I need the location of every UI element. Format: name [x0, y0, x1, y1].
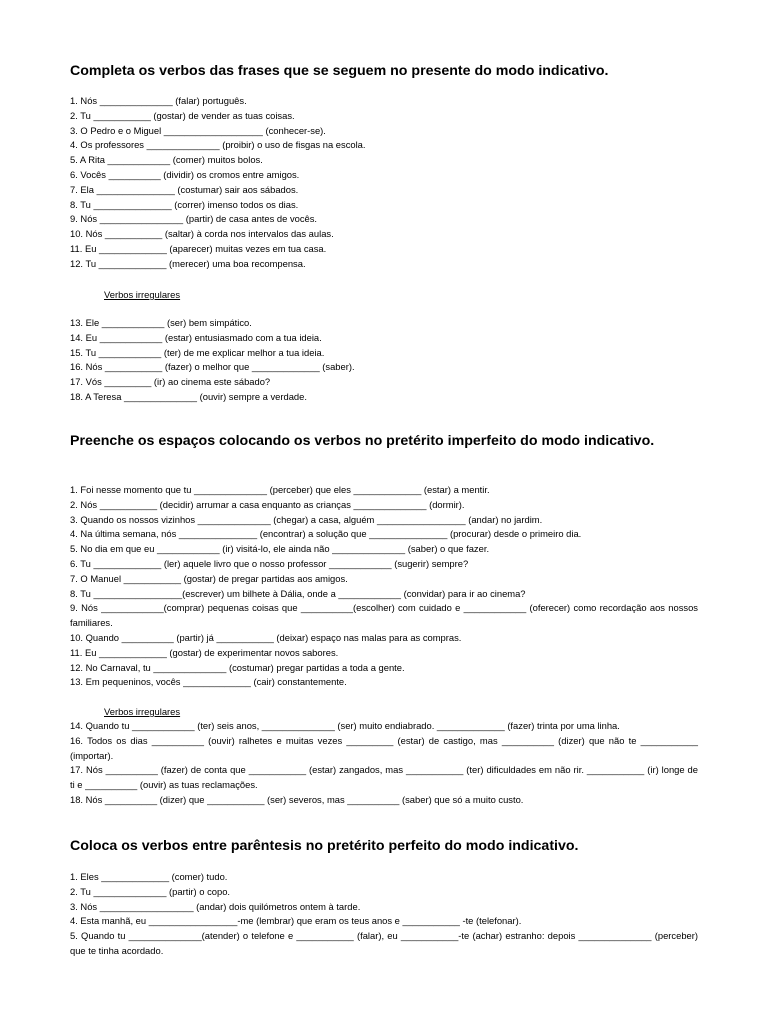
exercise-item: 12. Tu _____________ (merecer) uma boa recompensa. — [70, 257, 306, 269]
section1-irregular-list — [70, 316, 698, 405]
exercise-item: 3. O Pedro e o Miguel ___________________ (conhecer-se). — [70, 124, 326, 136]
section1-subheading: Verbos irregulares — [104, 289, 181, 300]
section1-list — [70, 94, 698, 272]
exercise-item: 7. Ela _______________ (costumar) sair aos sábados. — [70, 183, 299, 195]
exercise-item: 1. Eles _____________ (comer) tudo. — [70, 871, 228, 882]
exercise-item: 8. Tu _________________(escrever) um bilhete à Dália, onde a ____________ (convidar) para ir ao cinema? — [70, 587, 526, 599]
exercise-item: 6. Tu _____________ (ler) aquele livro que o nosso professor ____________ (sugerir) sempre? — [70, 557, 469, 569]
exercise-item: 18. Nós __________ (dizer) que ___________ (ser) severos, mas __________ (saber) que só a muito custo. — [70, 793, 524, 805]
exercise-item: 4. Os professores ______________ (proibir) o uso de fisgas na escola. — [70, 139, 366, 151]
exercise-item: 14. Eu ____________ (estar) entusiasmado com a tua ideia. — [70, 331, 322, 343]
section3-list — [70, 870, 698, 959]
exercise-item: 9. Nós ________________ (partir) de casa antes de vocês. — [70, 213, 318, 225]
exercise-item: 9. Nós ____________(comprar) pequenas coisas que __________(escolher) com cuidado e ____________ (oferecer) como recordação aos nossos familiares. — [70, 602, 698, 629]
exercise-item: 2. Tu ______________ (partir) o copo. — [70, 885, 231, 897]
section2-list — [70, 483, 698, 690]
exercise-item: 17. Vós _________ (ir) ao cinema este sábado? — [70, 376, 271, 388]
section2-heading: Preenche os espaços colocando os verbos no pretérito imperfeito do modo indicativo. — [70, 433, 655, 449]
section3-heading: Coloca os verbos entre parêntesis no pretérito perfeito do modo indicativo. — [70, 838, 579, 854]
exercise-item: 5. A Rita ____________ (comer) muitos bolos. — [70, 154, 263, 166]
section2-irregular-list — [70, 719, 698, 808]
exercise-item: 15. Tu ____________ (ter) de me explicar melhor a tua ideia. — [70, 346, 325, 358]
exercise-item: 7. O Manuel ___________ (gostar) de pregar partidas aos amigos. — [70, 572, 348, 584]
exercise-item: 4. Na última semana, nós _______________ (encontrar) a solução que _______________ (procurar) desde o primeiro dia. — [70, 528, 582, 540]
exercise-item: 2. Nós ___________ (decidir) arrumar a casa enquanto as crianças ______________ (dormir). — [70, 498, 465, 510]
exercise-item: 11. Eu _____________ (aparecer) muitas vezes em tua casa. — [70, 242, 327, 254]
exercise-item: 10. Nós ___________ (saltar) à corda nos intervalos das aulas. — [70, 228, 334, 240]
exercise-item: 17. Nós __________ (fazer) de conta que ___________ (estar) zangados, mas ___________ (ter) dificuldades em não rir. ___________ (ir) longe de ti e __________ (ouvir) as tuas reclamações. — [70, 764, 698, 791]
exercise-item: 8. Tu _______________ (correr) imenso todos os dias. — [70, 198, 299, 210]
exercise-item: 3. Quando os nossos vizinhos ______________ (chegar) a casa, alguém _________________ (andar) no jardim. — [70, 513, 543, 525]
exercise-item: 1. Nós ______________ (falar) português. — [70, 95, 247, 106]
section1-heading: Completa os verbos das frases que se seguem no presente do modo indicativo. — [70, 63, 609, 79]
exercise-item: 5. No dia em que eu ____________ (ir) visitá-lo, ele ainda não ______________ (saber) o que fazer. — [70, 543, 490, 555]
exercise-item: 5. Quando tu ______________(atender) o telefone e ___________ (falar), eu ___________-te (achar) estranho: depois ______________ (perceber) que te tinha acordado. — [70, 930, 698, 956]
exercise-item: 16. Todos os dias __________ (ouvir) ralhetes e muitas vezes _________ (estar) de castigo, mas __________ (dizer) que não te ___________ (importar). — [70, 734, 698, 761]
exercise-item: 1. Foi nesse momento que tu ______________ (perceber) que eles _____________ (estar) a mentir. — [70, 484, 490, 495]
exercise-item: 16. Nós ___________ (fazer) o melhor que _____________ (saber). — [70, 361, 355, 373]
exercise-item: 13. Em pequeninos, vocês _____________ (cair) constantemente. — [70, 676, 347, 688]
exercise-item: 10. Quando __________ (partir) já ___________ (deixar) espaço nas malas para as compras. — [70, 631, 462, 643]
exercise-item: 11. Eu _____________ (gostar) de experimentar novos sabores. — [70, 646, 339, 658]
exercise-item: 2. Tu ___________ (gostar) de vender as tuas coisas. — [70, 109, 295, 121]
exercise-item: 12. No Carnaval, tu ______________ (costumar) pregar partidas a toda a gente. — [70, 661, 405, 673]
section2-subheading: Verbos irregulares — [104, 706, 181, 717]
exercise-item: 13. Ele ____________ (ser) bem simpático. — [70, 317, 252, 328]
exercise-item: 14. Quando tu ____________ (ter) seis anos, ______________ (ser) muito endiabrado. _____________ (fazer) trinta por uma linha. — [70, 720, 620, 731]
exercise-item: 18. A Teresa ______________ (ouvir) sempre a verdade. — [70, 390, 307, 402]
exercise-item: 6. Vocês __________ (dividir) os cromos entre amigos. — [70, 168, 300, 180]
exercise-item: 4. Esta manhã, eu _________________-me (lembrar) que eram os teus anos e ___________ -te (telefonar). — [70, 915, 522, 927]
exercise-item: 3. Nós __________________ (andar) dois quilómetros ontem à tarde. — [70, 900, 361, 912]
